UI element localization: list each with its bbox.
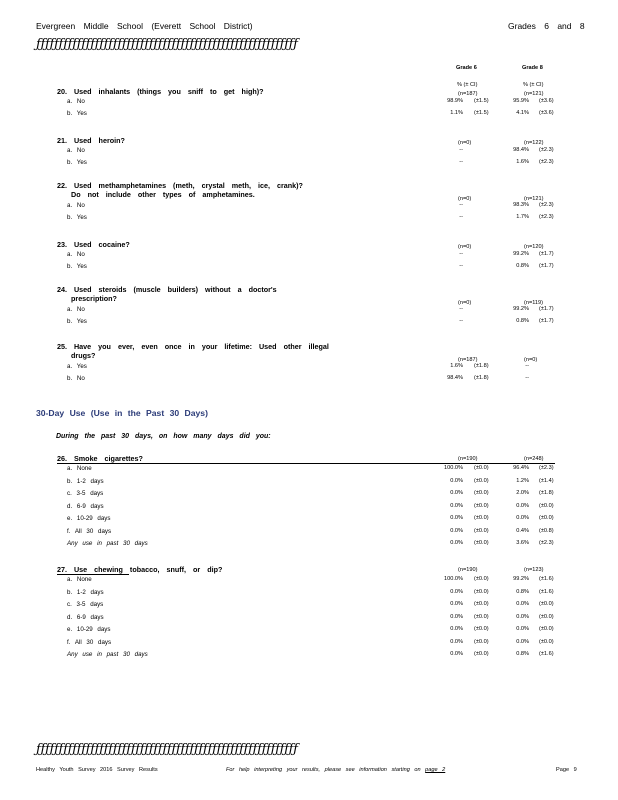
- ci-grade6: (±0.0): [474, 477, 489, 484]
- ci-grade6: (±0.0): [474, 465, 489, 471]
- option-label: b. Yes: [67, 318, 87, 325]
- page-number: Page 9: [556, 767, 577, 773]
- option-label: a. No: [67, 147, 85, 154]
- question-text: 23. Used cocaine?: [57, 240, 130, 249]
- option-label: a. No: [67, 98, 85, 105]
- ci-grade8: (±1.6): [539, 588, 554, 595]
- value-grade6: --: [459, 214, 463, 220]
- n-grade8: (n=248): [524, 456, 544, 462]
- ci-grade8: (±3.6): [539, 98, 554, 104]
- value-grade8: 96.4%: [513, 465, 529, 471]
- value-grade8: 0.8%: [516, 588, 529, 595]
- ci-grade6: (±0.0): [474, 540, 489, 546]
- value-grade6: 0.0%: [450, 601, 463, 607]
- value-grade8: 3.6%: [516, 540, 529, 546]
- ci-grade6: (±0.0): [474, 626, 489, 632]
- value-grade6: 0.0%: [450, 527, 463, 534]
- question-text: 20. Used inhalants (things you sniff to get high)?: [57, 87, 264, 96]
- n-grade8: (n=0): [524, 357, 538, 363]
- option-label: b. Yes: [67, 214, 87, 221]
- question-text-cont: prescription?: [71, 294, 117, 303]
- value-grade8: 0.0%: [516, 502, 529, 509]
- value-grade6: --: [459, 318, 463, 324]
- ci-grade8: (±0.8): [539, 527, 554, 534]
- value-grade6: 0.0%: [450, 651, 463, 657]
- footer-page-link[interactable]: page 2: [425, 767, 446, 773]
- ci-grade6: (±0.0): [474, 613, 489, 620]
- ci-grade6: (±0.0): [474, 515, 489, 521]
- ci-grade8: (±2.3): [539, 147, 554, 153]
- school-title: Evergreen Middle School (Everett School District): [36, 21, 253, 31]
- option-label: a. None: [67, 465, 92, 472]
- n-grade8: (n=121): [524, 91, 544, 97]
- value-grade6: --: [459, 147, 463, 153]
- ci-grade6: (±1.8): [474, 363, 489, 369]
- question-text: 24. Used steroids (muscle builders) without a doctor's: [57, 285, 277, 294]
- option-label: b. Yes: [67, 110, 87, 117]
- value-grade8: 1.7%: [516, 214, 529, 220]
- value-grade6: 0.0%: [450, 477, 463, 484]
- option-label: b. 1-2 days: [67, 588, 104, 596]
- value-grade8: 0.8%: [516, 651, 529, 657]
- section-intro: During the past 30 days, on how many days did you:: [56, 433, 271, 440]
- value-grade6: 0.0%: [450, 515, 463, 521]
- value-grade6: 0.0%: [450, 626, 463, 632]
- header-rule: ƒƒƒƒƒƒƒƒƒƒƒƒƒƒƒƒƒƒƒƒƒƒƒƒƒƒƒƒƒƒƒƒƒƒƒƒƒƒƒƒƒƒƒƒƒƒƒƒƒƒƒƒƒƒƒƒƒƒ: [36, 37, 298, 52]
- grade8-header: Grade 8: [522, 65, 543, 71]
- n-grade6: (n=0): [458, 300, 472, 306]
- value-grade8: 0.0%: [516, 638, 529, 645]
- ci-grade8: (±0.0): [539, 638, 554, 645]
- ci-grade8: (±2.3): [539, 540, 554, 546]
- option-label: c. 3-5 days: [67, 601, 104, 608]
- option-label: e. 10-29 days: [67, 626, 111, 633]
- n-grade8: (n=120): [524, 244, 544, 250]
- value-grade6: 1.1%: [450, 110, 463, 116]
- ci-grade8: (±2.3): [539, 159, 554, 165]
- value-grade6: 100.0%: [444, 576, 463, 582]
- value-grade6: 0.0%: [450, 490, 463, 496]
- value-grade8: 98.3%: [513, 202, 529, 208]
- n-grade6: (n=0): [458, 196, 472, 202]
- footer-rule: ƒƒƒƒƒƒƒƒƒƒƒƒƒƒƒƒƒƒƒƒƒƒƒƒƒƒƒƒƒƒƒƒƒƒƒƒƒƒƒƒƒƒƒƒƒƒƒƒƒƒƒƒƒƒƒƒƒƒ: [36, 742, 298, 757]
- value-grade8: 0.0%: [516, 626, 529, 632]
- value-grade8: 0.8%: [516, 318, 529, 324]
- option-label: c. 3-5 days: [67, 490, 104, 497]
- option-label: f. All 30 days: [67, 527, 112, 535]
- ci-grade8: (±1.6): [539, 651, 554, 657]
- n-grade8: (n=119): [524, 300, 544, 306]
- value-grade6: --: [459, 159, 463, 165]
- question-text: 25. Have you ever, even once in your lifetime: Used other illegal: [57, 342, 329, 351]
- n-grade6: (n=0): [458, 140, 472, 146]
- option-label: b. Yes: [67, 159, 87, 166]
- question-underline: [57, 574, 129, 575]
- value-grade6: --: [459, 263, 463, 269]
- value-grade6: 0.0%: [450, 613, 463, 620]
- option-label: b. Yes: [67, 263, 87, 270]
- n-grade6: (n=187): [458, 91, 478, 97]
- value-grade8: 99.2%: [513, 576, 529, 582]
- n-grade8: (n=122): [524, 140, 544, 146]
- value-grade6: 0.0%: [450, 638, 463, 645]
- ci-grade6: (±0.0): [474, 502, 489, 509]
- grade8-pct-header: % (± CI): [523, 82, 544, 88]
- ci-grade6: (±0.0): [474, 651, 489, 657]
- option-label: b. 1-2 days: [67, 477, 104, 485]
- ci-grade8: (±1.8): [539, 490, 554, 496]
- value-grade8: 0.0%: [516, 601, 529, 607]
- value-grade8: 95.9%: [513, 98, 529, 104]
- ci-grade8: (±0.0): [539, 613, 554, 620]
- ci-grade8: (±0.0): [539, 626, 554, 632]
- n-grade6: (n=190): [458, 456, 478, 462]
- grades-label: Grades 6 and 8: [508, 21, 585, 31]
- value-grade8: 1.2%: [516, 477, 529, 484]
- footer-help: [226, 767, 445, 773]
- value-grade6: 98.9%: [447, 98, 463, 104]
- ci-grade6: (±0.0): [474, 490, 489, 496]
- n-grade6: (n=190): [458, 567, 478, 573]
- value-grade8: --: [525, 375, 529, 381]
- option-label: a. No: [67, 202, 85, 209]
- value-grade8: 0.4%: [516, 527, 529, 534]
- ci-grade8: (±0.0): [539, 502, 554, 509]
- grade6-pct-header: % (± CI): [457, 82, 478, 88]
- ci-grade8: (±1.7): [539, 251, 554, 257]
- value-grade8: 0.8%: [516, 263, 529, 269]
- value-grade6: --: [459, 202, 463, 208]
- option-label: b. No: [67, 375, 85, 382]
- ci-grade8: (±0.0): [539, 601, 554, 607]
- ci-grade6: (±1.5): [474, 110, 489, 116]
- ci-grade8: (±1.7): [539, 306, 554, 312]
- ci-grade6: (±0.0): [474, 576, 489, 582]
- value-grade8: 0.0%: [516, 515, 529, 521]
- question-text-cont: drugs?: [71, 351, 96, 360]
- question-text: 27. Use chewing tobacco, snuff, or dip?: [57, 565, 223, 574]
- n-grade6: (n=187): [458, 357, 478, 363]
- value-grade8: --: [525, 363, 529, 369]
- footer-left: Healthy Youth Survey 2016 Survey Results: [36, 767, 158, 773]
- ci-grade6: (±1.5): [474, 98, 489, 104]
- n-grade6: (n=0): [458, 244, 472, 250]
- option-label: d. 6-9 days: [67, 613, 104, 621]
- option-label: a. None: [67, 576, 92, 583]
- ci-grade6: (±0.0): [474, 588, 489, 595]
- any-use-label: Any use in past 30 days: [67, 540, 148, 547]
- any-use-label: Any use in past 30 days: [67, 651, 148, 658]
- value-grade8: 4.1%: [516, 110, 529, 116]
- question-text-cont: Do not include other types of amphetamines.: [71, 190, 255, 199]
- value-grade8: 0.0%: [516, 613, 529, 620]
- option-label: a. No: [67, 306, 85, 313]
- value-grade6: 1.6%: [450, 363, 463, 369]
- ci-grade6: (±1.8): [474, 375, 489, 381]
- value-grade6: 100.0%: [444, 465, 463, 471]
- ci-grade8: (±0.0): [539, 515, 554, 521]
- option-label: a. Yes: [67, 363, 87, 370]
- option-label: a. No: [67, 251, 85, 258]
- option-label: e. 10-29 days: [67, 515, 111, 522]
- option-label: f. All 30 days: [67, 638, 112, 646]
- grade6-header: Grade 6: [456, 65, 477, 71]
- question-text: 26. Smoke cigarettes?: [57, 454, 143, 463]
- section-title: 30-Day Use (Use in the Past 30 Days): [36, 408, 208, 418]
- ci-grade8: (±1.7): [539, 263, 554, 269]
- ci-grade8: (±1.6): [539, 576, 554, 582]
- n-grade8: (n=123): [524, 567, 544, 573]
- value-grade8: 99.2%: [513, 306, 529, 312]
- value-grade6: 0.0%: [450, 502, 463, 509]
- ci-grade8: (±2.3): [539, 214, 554, 220]
- value-grade8: 2.0%: [516, 490, 529, 496]
- value-grade6: --: [459, 306, 463, 312]
- ci-grade6: (±0.0): [474, 638, 489, 645]
- question-underline: [57, 463, 555, 464]
- n-grade8: (n=121): [524, 196, 544, 202]
- ci-grade8: (±2.3): [539, 202, 554, 208]
- ci-grade6: (±0.0): [474, 601, 489, 607]
- value-grade6: 0.0%: [450, 540, 463, 546]
- ci-grade8: (±1.4): [539, 477, 554, 484]
- ci-grade8: (±1.7): [539, 318, 554, 324]
- ci-grade6: (±0.0): [474, 527, 489, 534]
- value-grade8: 98.4%: [513, 147, 529, 153]
- ci-grade8: (±2.3): [539, 465, 554, 471]
- question-text: 22. Used methamphetamines (meth, crystal meth, ice, crank)?: [57, 181, 303, 190]
- ci-grade8: (±3.6): [539, 110, 554, 116]
- value-grade6: 98.4%: [447, 375, 463, 381]
- value-grade6: 0.0%: [450, 588, 463, 595]
- value-grade6: --: [459, 251, 463, 257]
- value-grade8: 99.2%: [513, 251, 529, 257]
- footer-help-text: For help interpreting your results, please see information starting on: [226, 767, 421, 773]
- option-label: d. 6-9 days: [67, 502, 104, 510]
- question-text: 21. Used heroin?: [57, 136, 125, 145]
- value-grade8: 1.6%: [516, 159, 529, 165]
